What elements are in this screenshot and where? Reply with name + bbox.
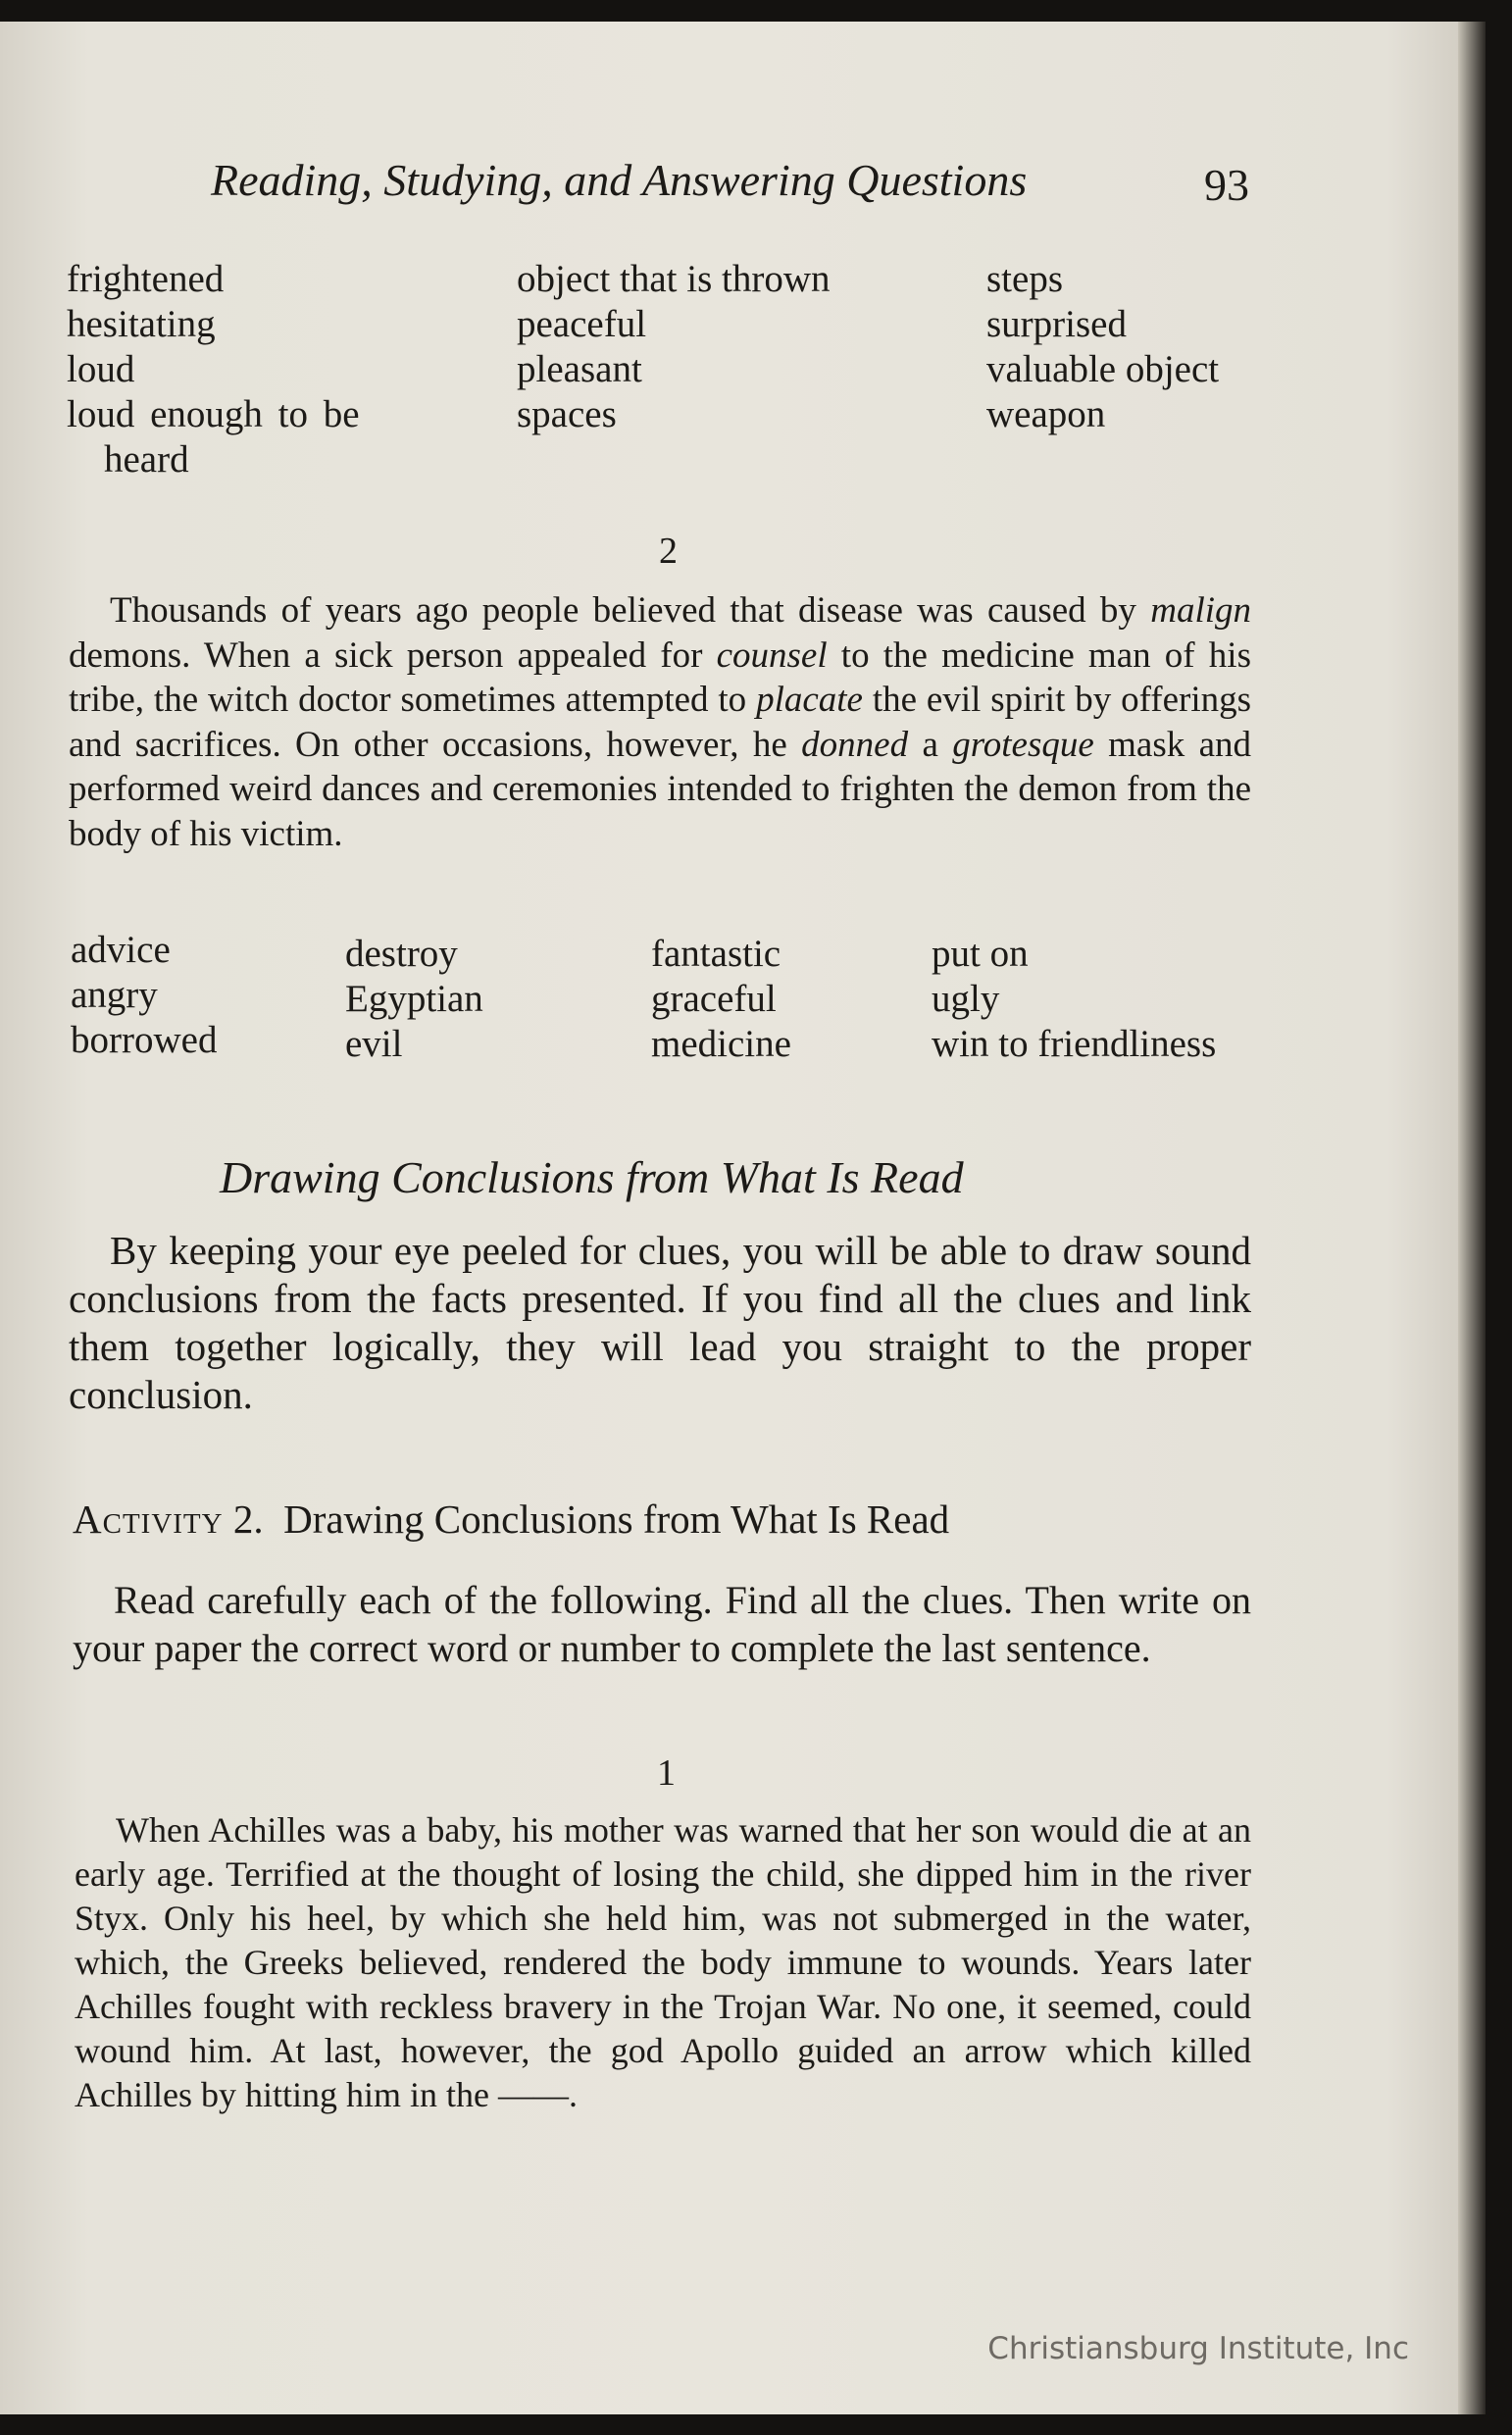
book-page bbox=[0, 22, 1476, 2414]
word-list-item: ugly bbox=[932, 978, 1000, 1020]
page-number: 93 bbox=[1204, 160, 1249, 210]
word-list-item: pleasant bbox=[517, 348, 642, 390]
word-list-item: weapon bbox=[986, 393, 1106, 435]
word-list-item: spaces bbox=[517, 393, 617, 435]
word-list-item: graceful bbox=[651, 978, 777, 1020]
activity-number: 2. bbox=[232, 1497, 264, 1542]
watermark: Christiansburg Institute, Inc bbox=[987, 2331, 1409, 2366]
word-list-item: fantastic bbox=[651, 933, 781, 975]
word-list-item: destroy bbox=[345, 933, 458, 975]
word-list-item: evil bbox=[345, 1023, 403, 1065]
vocab-word: counsel bbox=[716, 634, 828, 676]
vocab-word: malign bbox=[1150, 590, 1251, 631]
vocab-word: donned bbox=[801, 724, 909, 765]
item-number: 1 bbox=[657, 1752, 676, 1794]
word-list-item: loud bbox=[67, 348, 135, 390]
word-list-item: advice bbox=[71, 929, 171, 971]
activity-title: Drawing Conclusions from What Is Read bbox=[283, 1497, 950, 1542]
section-number: 2 bbox=[659, 531, 678, 572]
vocab-word: grotesque bbox=[952, 724, 1094, 765]
word-list-item: borrowed bbox=[71, 1019, 218, 1061]
word-list-item: win to friendliness bbox=[932, 1023, 1217, 1065]
activity-instructions: Read carefully each of the following. Find all the clues. Then write on your paper the correct word or number to complete the last sentence. bbox=[73, 1578, 1251, 1670]
word-list-item: steps bbox=[986, 258, 1063, 300]
activity-label: Activity bbox=[73, 1497, 224, 1542]
paragraph-disease: Thousands of years ago people believed that disease was caused by malign demons. When a sick person appealed for counsel to the medicine man of his tribe, the witch doctor sometimes attempted to placate the evil spirit by offerings and sacrifices. On other occasions, however, he donned a grotesque mask and performed weird dances and ceremonies intended to frighten the demon from the body of his victim. bbox=[69, 590, 1251, 854]
item-1-text: When Achilles was a baby, his mother was warned that her son would die at an early age. Terrified at the thought of losing the child, she dipped him in the river Styx. Only his heel, by which she held him, was not submerged in the water, which, the Greeks believed, rendered the body immune to wounds. Years later Achilles fought with reckless bravery in the Trojan War. No one, it seemed, could wound him. At last, however, the god Apollo guided an arrow which killed Achilles by hitting him in the ——. bbox=[75, 1810, 1251, 2114]
word-list-item: Egyptian bbox=[345, 978, 483, 1020]
word-list-item: angry bbox=[71, 974, 158, 1016]
word-list-item: heard bbox=[104, 438, 189, 481]
section-heading: Drawing Conclusions from What Is Read bbox=[220, 1152, 964, 1202]
word-list-item: frightened bbox=[67, 258, 225, 300]
paragraph-intro: By keeping your eye peeled for clues, you will be able to draw sound conclusions from the facts presented. If you find all the clues and link them together logically, they will lead you straight to the proper conclusion. bbox=[69, 1228, 1251, 1417]
activity-heading bbox=[73, 1496, 949, 1543]
word-list-item: put on bbox=[932, 933, 1029, 975]
running-header-title: Reading, Studying, and Answering Questions bbox=[211, 155, 1028, 205]
word-list-item: hesitating bbox=[67, 303, 216, 345]
vocab-word: placate bbox=[756, 680, 863, 720]
word-list-item: medicine bbox=[651, 1023, 791, 1065]
word-list-item: surprised bbox=[986, 303, 1127, 345]
word-list-item: loud enough to be bbox=[67, 393, 360, 435]
word-list-item: valuable object bbox=[986, 348, 1220, 390]
word-list-item: object that is thrown bbox=[517, 258, 831, 300]
word-list-item: peaceful bbox=[517, 303, 647, 345]
